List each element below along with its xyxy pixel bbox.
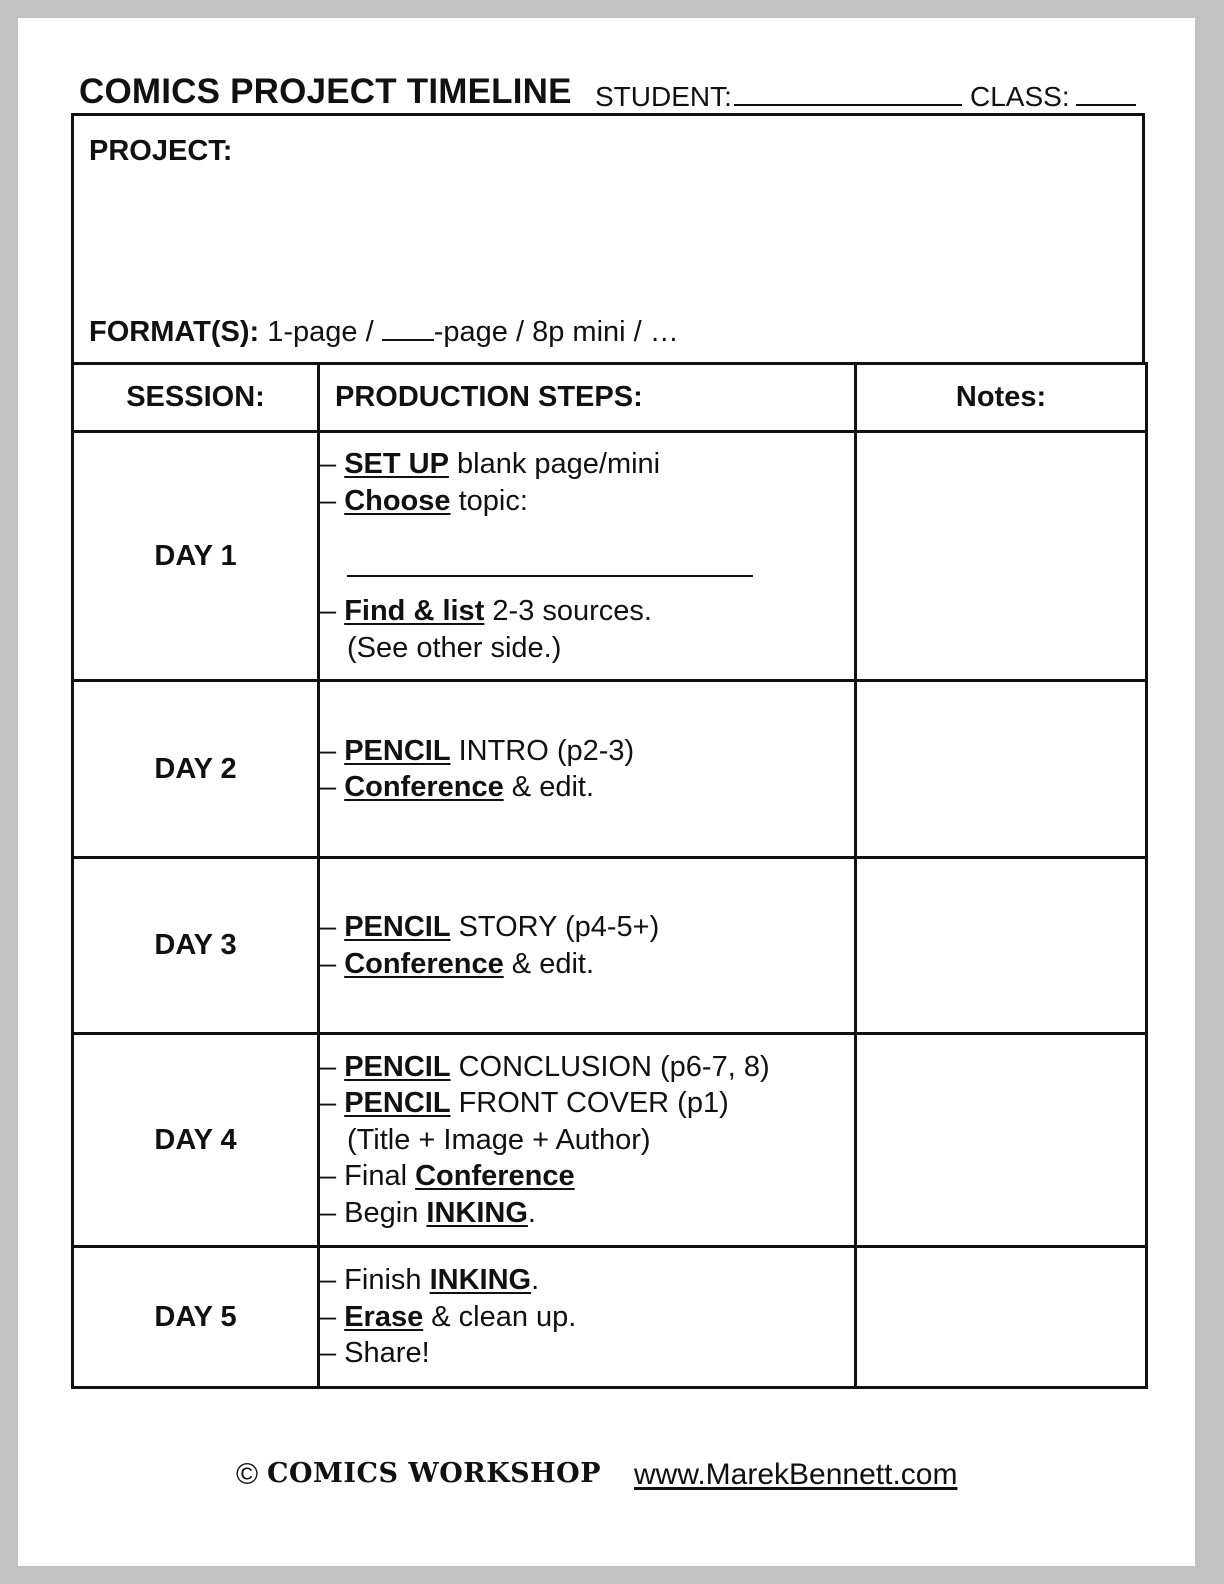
table-row [73, 1247, 1147, 1388]
student-field [595, 80, 962, 113]
brand-name: COMICS WORKSHOP [267, 1458, 601, 1489]
list-item: – Erase & clean up. [320, 1300, 577, 1333]
list-item: – PENCIL CONCLUSION (p6-7, 8) [320, 1050, 770, 1083]
format-options-end: -page / 8p mini / … [433, 316, 679, 348]
table-row [73, 858, 1147, 1034]
list-item: – Find & list 2-3 sources. [320, 595, 652, 627]
list-item: (Title + Image + Author) [347, 1123, 651, 1156]
table-row [73, 432, 1147, 681]
format-line [89, 316, 679, 349]
day-label: DAY 3 [73, 858, 319, 1034]
day-label: DAY 5 [73, 1247, 319, 1388]
page-title: COMICS PROJECT TIMELINE [79, 72, 572, 111]
notes-cell[interactable] [856, 432, 1147, 681]
list-item: – Conference & edit. [320, 771, 595, 803]
notes-cell[interactable] [856, 1034, 1147, 1247]
copyright-symbol: © [236, 1458, 259, 1491]
list-item: – Finish INKING. [320, 1264, 540, 1297]
steps-cell [319, 432, 856, 681]
session-header: SESSION: [73, 364, 319, 432]
list-item: – PENCIL STORY (p4-5+) [320, 911, 660, 943]
steps-cell [319, 681, 856, 858]
format-options-start: 1-page / [267, 316, 374, 348]
day-label: DAY 4 [73, 1034, 319, 1247]
timeline-table [71, 362, 1148, 1389]
project-box [71, 113, 1145, 365]
notes-cell[interactable] [856, 858, 1147, 1034]
list-item: – Share! [320, 1337, 430, 1370]
notes-cell[interactable] [856, 681, 1147, 858]
header-row [73, 364, 1147, 432]
student-label: STUDENT: [595, 81, 732, 112]
list-item: – Choose topic: [320, 484, 528, 517]
steps-cell [319, 1034, 856, 1247]
project-label: PROJECT: [89, 135, 233, 167]
topic-blank-line[interactable] [347, 519, 753, 577]
list-item: – Conference & edit. [320, 947, 595, 980]
format-label: FORMAT(S): [89, 316, 260, 348]
table-row [73, 1034, 1147, 1247]
steps-cell [319, 858, 856, 1034]
day-label: DAY 2 [73, 681, 319, 858]
website-link[interactable]: www.MarekBennett.com [634, 1458, 958, 1491]
table-row [73, 681, 1147, 858]
day-label: DAY 1 [73, 432, 319, 681]
list-item: – PENCIL FRONT COVER (p1) [320, 1087, 729, 1120]
list-item: – Final Conference [320, 1160, 575, 1193]
class-blank-line[interactable] [1076, 80, 1136, 106]
worksheet-header [79, 72, 1143, 116]
list-item: – PENCIL INTRO (p2-3) [320, 734, 635, 767]
steps-cell [319, 1247, 856, 1388]
list-item: (See other side.) [347, 631, 562, 664]
list-item: – Begin INKING. [320, 1196, 536, 1229]
class-field [970, 80, 1136, 113]
list-item: – SET UP blank page/mini [320, 448, 661, 480]
page-count-blank[interactable] [382, 319, 434, 341]
notes-cell[interactable] [856, 1247, 1147, 1388]
notes-header: Notes: [856, 364, 1147, 432]
student-blank-line[interactable] [734, 80, 962, 106]
class-label: CLASS: [970, 81, 1070, 112]
steps-header: PRODUCTION STEPS: [319, 364, 856, 432]
